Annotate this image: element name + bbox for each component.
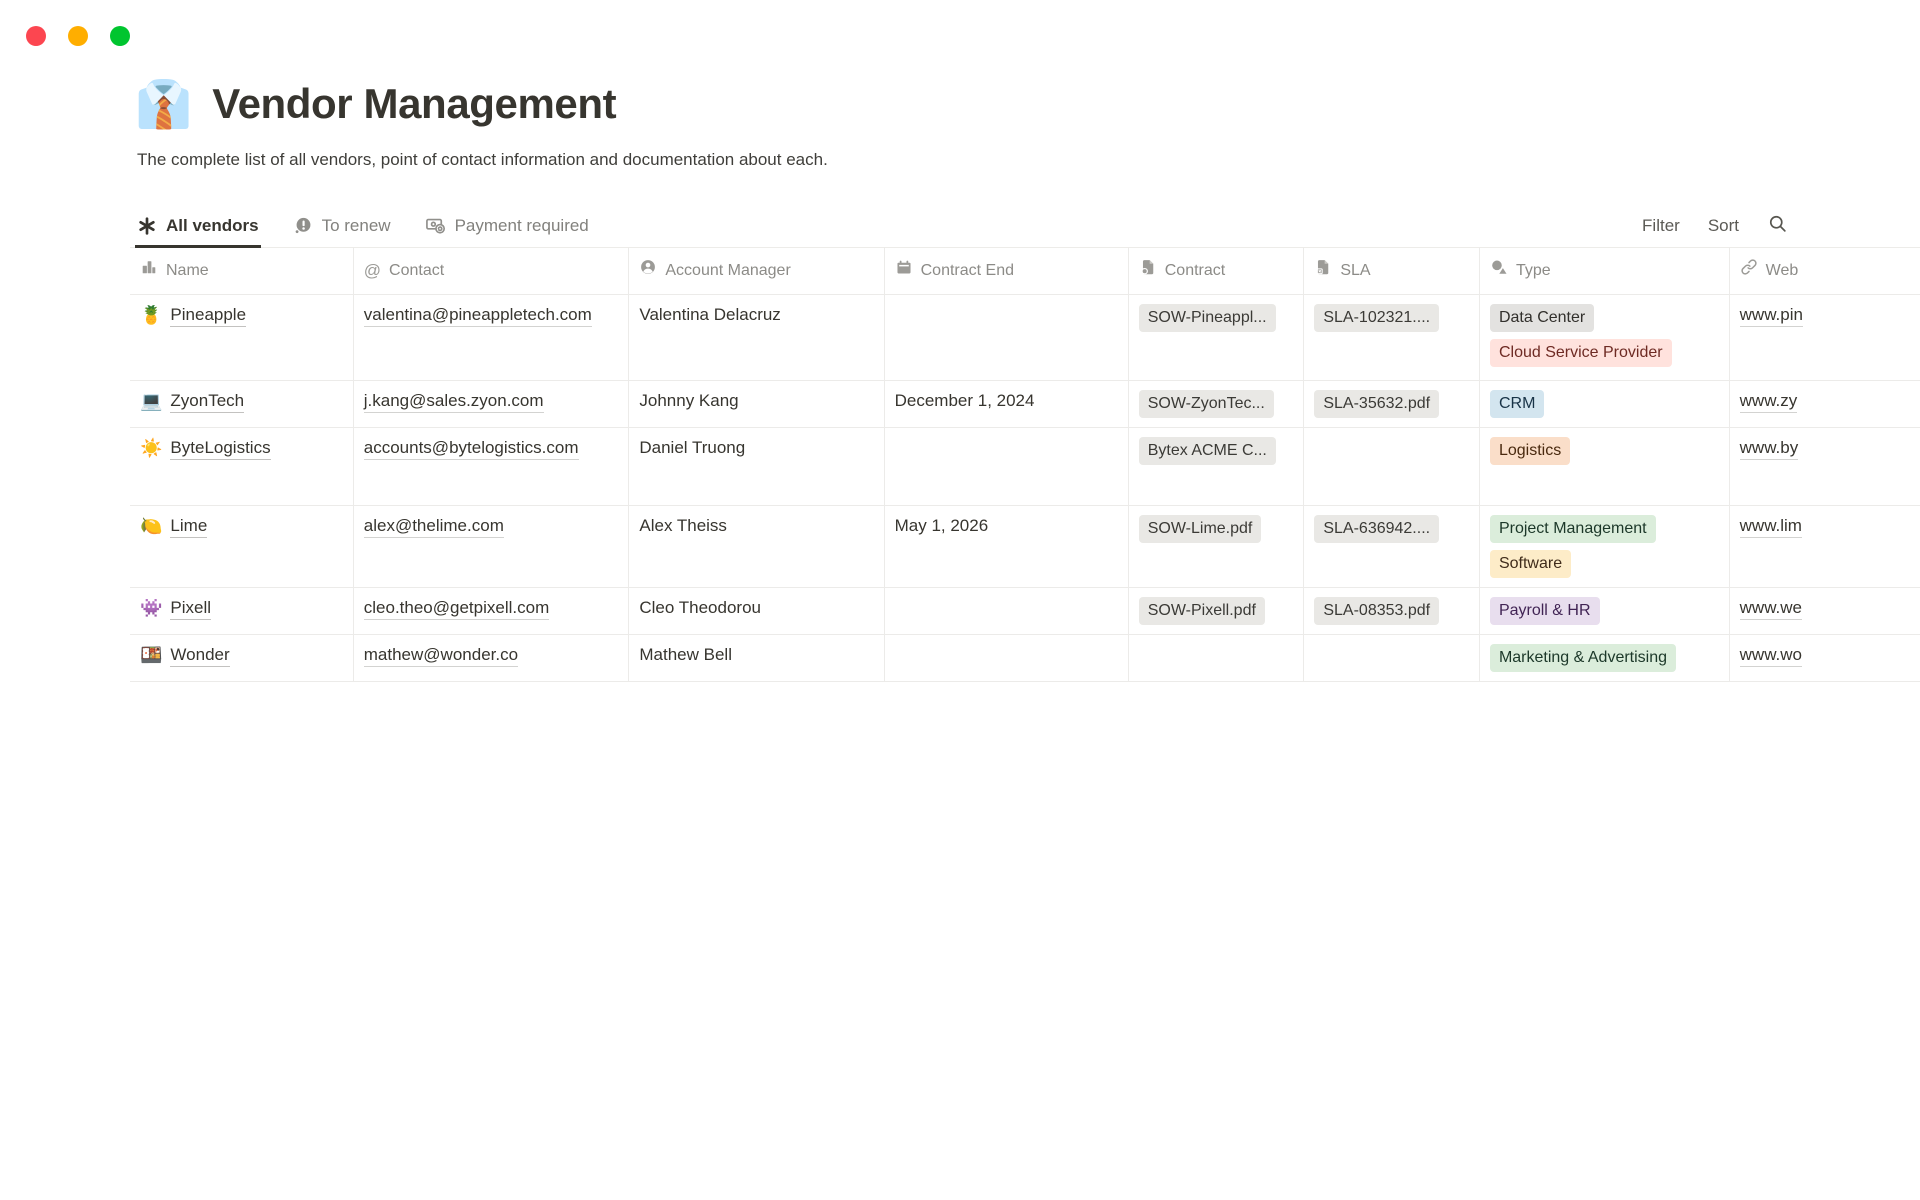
vendor-name-link[interactable]: Pixell (170, 597, 211, 620)
at-icon: @ (363, 260, 382, 280)
type-tag[interactable]: Software (1490, 550, 1571, 578)
buildings-icon (140, 258, 158, 283)
cell-sla[interactable] (1304, 381, 1480, 427)
cell-name[interactable] (130, 381, 354, 427)
cell-name[interactable] (130, 295, 354, 380)
cell-contact[interactable] (354, 635, 630, 681)
cell-web[interactable] (1730, 381, 1920, 427)
cell-account-manager[interactable] (629, 635, 884, 681)
cell-web[interactable] (1730, 635, 1920, 681)
email-link[interactable]: alex@thelime.com (364, 515, 504, 538)
web-link[interactable]: www.wo (1740, 644, 1802, 667)
view-tabs-bar (0, 204, 1920, 248)
web-link[interactable]: www.we (1740, 597, 1802, 620)
sort-button[interactable]: Sort (1707, 216, 1739, 235)
magnifier-icon (1767, 213, 1788, 234)
account-manager-text: Daniel Truong (639, 438, 746, 457)
table-row-wonder (130, 635, 1920, 682)
cell-type[interactable] (1480, 295, 1730, 380)
column-label: Contact (389, 261, 445, 279)
page-subtitle: The complete list of all vendors, point of contact information and documentation about each. (137, 150, 828, 169)
vendor-table (130, 247, 1920, 682)
cell-type[interactable] (1480, 506, 1730, 587)
contract-file-chip[interactable]: SOW-Pixell.pdf (1139, 597, 1265, 625)
column-header-web[interactable] (1730, 247, 1920, 294)
vendor-name-link[interactable]: ZyonTech (170, 390, 244, 413)
filter-button[interactable]: Filter (1642, 216, 1680, 235)
email-link[interactable]: valentina@pineappletech.com (364, 304, 592, 327)
cell-name[interactable] (130, 428, 354, 505)
cell-web[interactable] (1730, 295, 1920, 380)
asterisk-icon (137, 216, 157, 236)
sla-file-chip[interactable]: SLA-35632.pdf (1314, 390, 1439, 418)
page-title: Vendor Management (212, 80, 617, 127)
email-link[interactable]: mathew@wonder.co (364, 644, 518, 667)
vendor-emoji-icon: 🍍 (140, 305, 163, 325)
vendor-name-link[interactable]: Wonder (170, 644, 229, 667)
vendor-name-link[interactable]: Pineapple (170, 304, 246, 327)
cell-web[interactable] (1730, 506, 1920, 587)
vendor-emoji-icon: 💻 (140, 391, 163, 411)
account-manager-text: Johnny Kang (639, 391, 739, 410)
tab-label: To renew (321, 215, 391, 235)
table-header-row (130, 247, 1920, 295)
sla-file-chip[interactable]: SLA-08353.pdf (1314, 597, 1439, 625)
column-header-contract[interactable] (1129, 247, 1305, 294)
contract-file-chip[interactable]: SOW-Lime.pdf (1139, 515, 1262, 543)
column-header-sla[interactable] (1304, 247, 1480, 294)
column-header-name[interactable] (130, 247, 354, 294)
zoom-button[interactable] (110, 26, 130, 46)
cell-account-manager[interactable] (629, 295, 884, 380)
contract-file-chip[interactable]: Bytex ACME C... (1139, 437, 1276, 465)
cell-contract[interactable] (1129, 506, 1305, 587)
cell-contract[interactable] (1129, 381, 1305, 427)
person-icon (639, 258, 657, 283)
cell-contact[interactable] (354, 428, 630, 505)
cell-contract-end[interactable] (885, 506, 1129, 587)
cell-contract[interactable] (1129, 635, 1305, 681)
table-row-lime (130, 506, 1920, 588)
tab-label: All vendors (166, 215, 259, 235)
cell-sla[interactable] (1304, 506, 1480, 587)
table-row-bytelogistics (130, 428, 1920, 506)
vendor-emoji-icon: 🍱 (140, 645, 163, 665)
account-manager-text: Cleo Theodorou (639, 598, 761, 617)
vendor-emoji-icon: ☀️ (140, 438, 163, 458)
web-link[interactable]: www.lim (1740, 515, 1802, 538)
column-label: Web (1765, 261, 1799, 279)
cell-account-manager[interactable] (629, 381, 884, 427)
cell-sla[interactable] (1304, 635, 1480, 681)
cell-sla[interactable] (1304, 588, 1480, 634)
type-tag[interactable]: Payroll & HR (1490, 597, 1600, 625)
web-link[interactable]: www.zy (1740, 390, 1798, 413)
cell-name[interactable] (130, 635, 354, 681)
web-link[interactable]: www.pin (1740, 304, 1803, 327)
cell-name[interactable] (130, 588, 354, 634)
type-tag[interactable]: Logistics (1490, 437, 1570, 465)
view-tabs (135, 204, 591, 248)
file-media-icon (1139, 258, 1157, 283)
type-tag[interactable]: CRM (1490, 390, 1544, 418)
account-manager-text: Mathew Bell (639, 645, 732, 664)
contract-end-text: May 1, 2026 (894, 516, 989, 535)
cell-type[interactable] (1480, 428, 1730, 505)
column-label: Contract (1164, 261, 1226, 279)
contract-end-text: December 1, 2024 (894, 391, 1035, 410)
sla-file-chip[interactable]: SLA-636942.... (1314, 515, 1439, 543)
payment-icon (425, 215, 446, 236)
column-label: Name (166, 261, 209, 279)
web-link[interactable]: www.by (1740, 437, 1799, 460)
cell-contract-end[interactable] (885, 588, 1129, 634)
window-controls (26, 26, 130, 46)
cell-contract-end[interactable] (885, 635, 1129, 681)
cell-contract[interactable] (1129, 428, 1305, 505)
cell-contact[interactable] (354, 506, 630, 587)
cell-contract[interactable] (1129, 295, 1305, 380)
cell-web[interactable] (1730, 588, 1920, 634)
link-icon (1740, 258, 1758, 283)
column-label: SLA (1340, 261, 1371, 279)
sla-file-chip[interactable]: SLA-102321.... (1314, 304, 1439, 332)
table-row-pixell (130, 588, 1920, 635)
email-link[interactable]: accounts@bytelogistics.com (364, 437, 579, 460)
calendar-icon (895, 258, 913, 283)
cell-sla[interactable] (1304, 295, 1480, 380)
email-link[interactable]: cleo.theo@getpixell.com (364, 597, 549, 620)
file-icon (1314, 258, 1332, 283)
column-label: Account Manager (665, 261, 791, 279)
cell-contact[interactable] (354, 588, 630, 634)
column-header-contact[interactable] (354, 247, 630, 294)
search-button[interactable] (1767, 213, 1788, 239)
table-row-zyontech (130, 381, 1920, 428)
cell-contract-end[interactable] (885, 295, 1129, 380)
cell-account-manager[interactable] (629, 506, 884, 587)
cell-name[interactable] (130, 506, 354, 587)
tab-payment-required[interactable] (423, 204, 591, 248)
type-tag[interactable]: Marketing & Advertising (1490, 644, 1676, 672)
vendor-emoji-icon: 🍋 (140, 516, 163, 536)
type-tag[interactable]: Data Center (1490, 304, 1594, 332)
cell-account-manager[interactable] (629, 428, 884, 505)
column-label: Contract End (920, 261, 1014, 279)
column-header-contract-end[interactable] (885, 247, 1129, 294)
tab-label: Payment required (454, 215, 589, 235)
vendor-emoji-icon: 👾 (140, 598, 163, 618)
tab-to-renew[interactable] (291, 204, 393, 248)
cell-contact[interactable] (354, 295, 630, 380)
page-header (135, 80, 616, 128)
cell-web[interactable] (1730, 428, 1920, 505)
cell-type[interactable] (1480, 588, 1730, 634)
table-row-pineapple (130, 295, 1920, 381)
type-tag[interactable]: Project Management (1490, 515, 1656, 543)
shapes-icon (1490, 258, 1508, 283)
column-label: Type (1515, 261, 1551, 279)
close-button[interactable] (26, 26, 46, 46)
type-tag[interactable]: Cloud Service Provider (1490, 339, 1672, 367)
cell-type[interactable] (1480, 635, 1730, 681)
column-header-account-manager[interactable] (629, 247, 884, 294)
cell-contract-end[interactable] (885, 381, 1129, 427)
cell-type[interactable] (1480, 381, 1730, 427)
tab-all-vendors[interactable] (135, 204, 261, 248)
contract-file-chip[interactable]: SOW-ZyonTec... (1139, 390, 1274, 418)
account-manager-text: Alex Theiss (639, 516, 727, 535)
minimize-button[interactable] (68, 26, 88, 46)
cell-contact[interactable] (354, 381, 630, 427)
page-icon[interactable]: 👔 (135, 78, 193, 130)
contract-file-chip[interactable]: SOW-Pineappl... (1139, 304, 1276, 332)
cell-contract[interactable] (1129, 588, 1305, 634)
view-controls (1642, 204, 1788, 248)
cell-sla[interactable] (1304, 428, 1480, 505)
vendor-name-link[interactable]: ByteLogistics (170, 437, 270, 460)
cell-contract-end[interactable] (885, 428, 1129, 505)
cell-account-manager[interactable] (629, 588, 884, 634)
vendor-name-link[interactable]: Lime (170, 515, 207, 538)
account-manager-text: Valentina Delacruz (639, 305, 781, 324)
column-header-type[interactable] (1480, 247, 1730, 294)
reminder-bell-icon (293, 216, 313, 236)
email-link[interactable]: j.kang@sales.zyon.com (364, 390, 544, 413)
